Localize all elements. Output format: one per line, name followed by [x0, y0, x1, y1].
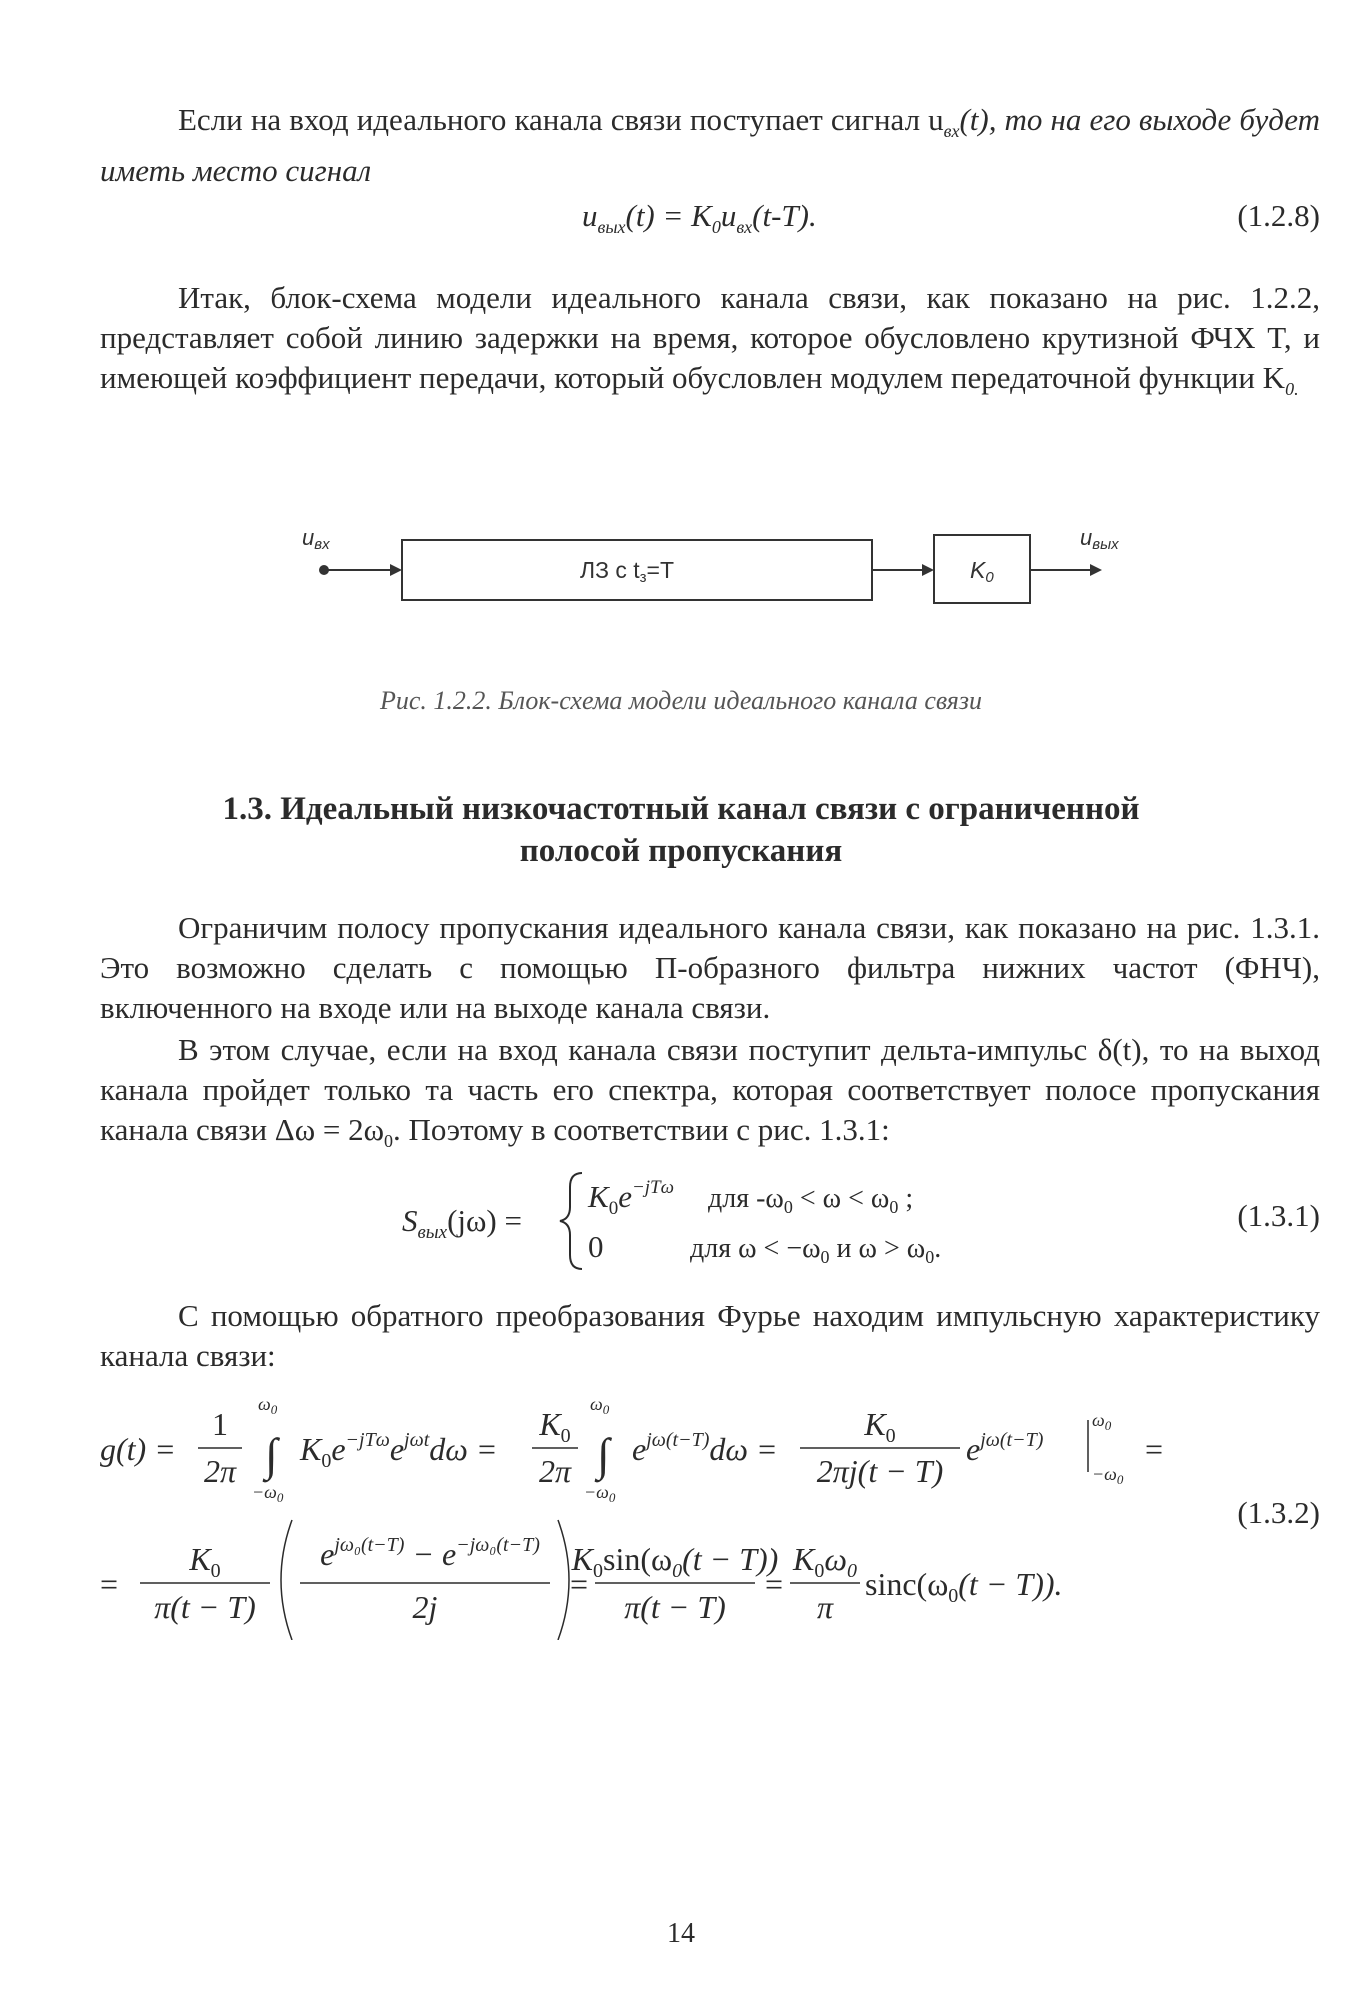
- equation-1-3-2: [100, 1390, 1200, 1640]
- paragraph-block-diagram-description: Итак, блок-схема модели идеального канала связи, как показано на рис. 1.2.2, представляет собой линию задержки на время, которое обусловлено крутизной ФЧХ T, и имеющей коэффициент передачи, который обусловлен модулем передаточной функции $K_{0.}$: [100, 280, 1320, 400]
- paragraph-bandwidth-limit: Ограничим полосу пропускания идеального канала связи, как показано на рис. 1.3.1. Это возможно сделать с помощью П-образного фильтра нижних частот (ФНЧ), включенного на входе или на выходе канала связи.: [100, 910, 1320, 1025]
- block-diagram: [290, 515, 1150, 615]
- equation-1-3-1: [390, 1165, 1090, 1275]
- svg-text:−ω0: $-\omega_0$: [584, 1482, 616, 1505]
- svg-text:K0ω0: $K_0\omega_0$: [793, 1541, 857, 1582]
- svg-text:K0sin(ω0(t − T)): $K_0\sin(\omega_0(t - T))$: [571, 1541, 779, 1582]
- equation-number-1-3-1: (1.3.1): [1237, 1198, 1320, 1233]
- equation-number-1-3-2: (1.3.2): [1237, 1495, 1320, 1530]
- equation-number-1-2-8: (1.2.8): [1237, 198, 1320, 233]
- svg-text:ω0: $\omega_0$: [258, 1394, 278, 1417]
- delay-line-label: ЛЗ с tз=T: [580, 557, 675, 586]
- section-heading: 1.3. Идеальный низкочастотный канал связи с ограниченной полосой пропускания: [222, 791, 1140, 869]
- input-label: uвх: [302, 525, 330, 553]
- gain-label: K0: [970, 557, 994, 586]
- paragraph-fourier: С помощью обратного преобразования Фурье находим импульсную характеристику канала связи:: [100, 1298, 1320, 1373]
- svg-text:ejω₀(t−T) − e−jω₀(t−T): $e^{j\omega_0(t-T)} - e^{-j\omega_0(t-T)}$: [320, 1534, 540, 1572]
- output-label: uвых: [1080, 525, 1119, 553]
- svg-text:ω0: $\omega_0$: [1092, 1410, 1112, 1433]
- svg-text:π(t − T): π(t − T): [624, 1589, 726, 1625]
- svg-text:для -ω0 < ω < ω0 ;: для $-\omega_0 < \omega < \omega_0$ ;: [708, 1183, 914, 1217]
- paragraph-delta-impulse: В этом случае, если на вход канала связи поступит дельта-импульс δ(t), то на выход канала пройдет только та часть его спектра, которая соответствует полосе пропускания канала связи $\Delta\omega = 2\omega_0$. Поэтому в соответствии с рис. 1.3.1:: [100, 1032, 1320, 1152]
- svg-text:ω0: $\omega_0$: [590, 1394, 610, 1417]
- svg-text:K0e−jTωejωtdω =: $K_0e^{-jT\omega}e^{j\omega t}d\omega$ =: [300, 1429, 498, 1472]
- page-number: 14: [667, 1918, 695, 1949]
- svg-text:2π: 2π: [538, 1453, 572, 1489]
- svg-text:2πj(t − T): 2πj(t − T): [816, 1453, 944, 1489]
- svg-text:0: 0: [588, 1229, 604, 1264]
- intro-paragraph: Если на вход идеального канала связи поступает сигнал $u_{вх}(t)$, то на его выходе будет иметь место сигнал: [100, 102, 1320, 189]
- svg-text:K0: $K_0$: [539, 1406, 571, 1447]
- integral-sign-1: ∫: [265, 1429, 278, 1480]
- svg-text:K0: $K_0$: [189, 1541, 221, 1582]
- svg-text:=: =: [1145, 1431, 1164, 1467]
- svg-text:K0: $K_0$: [864, 1406, 896, 1447]
- svg-text:Sвых(jω) =: $S_{вых}(j\omega)$ =: [402, 1203, 522, 1243]
- svg-text:=: =: [765, 1566, 784, 1602]
- svg-text:sinc(ω0(t − T)).: $\sin c(\omega_0(t - T))$.: [865, 1566, 1063, 1607]
- svg-text:=: =: [570, 1566, 589, 1602]
- figure-caption: Рис. 1.2.2. Блок-схема модели идеального канала связи: [379, 686, 983, 715]
- svg-text:K0e−jTω: $K_0e^{-jT\omega}$: [588, 1177, 675, 1219]
- svg-text:2j: 2j: [412, 1589, 438, 1625]
- svg-text:g(t) =: g(t) =: [100, 1431, 176, 1467]
- svg-text:ejω(t−T)dω =: $e^{j\omega(t-T)}d\omega$ =: [632, 1429, 778, 1467]
- svg-text:π(t − T): π(t − T): [154, 1589, 256, 1625]
- svg-text:ejω(t−T): $e^{j\omega(t-T)}$: [966, 1429, 1044, 1467]
- svg-text:=: =: [100, 1566, 119, 1602]
- svg-text:для ω < −ω0 и ω > ω0.: для $\omega < -\omega_0$ и $\omega > \omega_0$.: [690, 1233, 942, 1267]
- svg-text:−ω0: $-\omega_0$: [252, 1482, 284, 1505]
- svg-text:−ω0: $-\omega_0$: [1092, 1464, 1124, 1487]
- integral-sign-2: ∫: [597, 1429, 610, 1480]
- equation-1-2-8: $u_{вых}(t) = K_0u_{вх}(t-T)$.: [582, 198, 817, 238]
- svg-text:1: 1: [212, 1406, 228, 1442]
- svg-text:2π: 2π: [203, 1453, 237, 1489]
- svg-text:π: π: [816, 1589, 834, 1625]
